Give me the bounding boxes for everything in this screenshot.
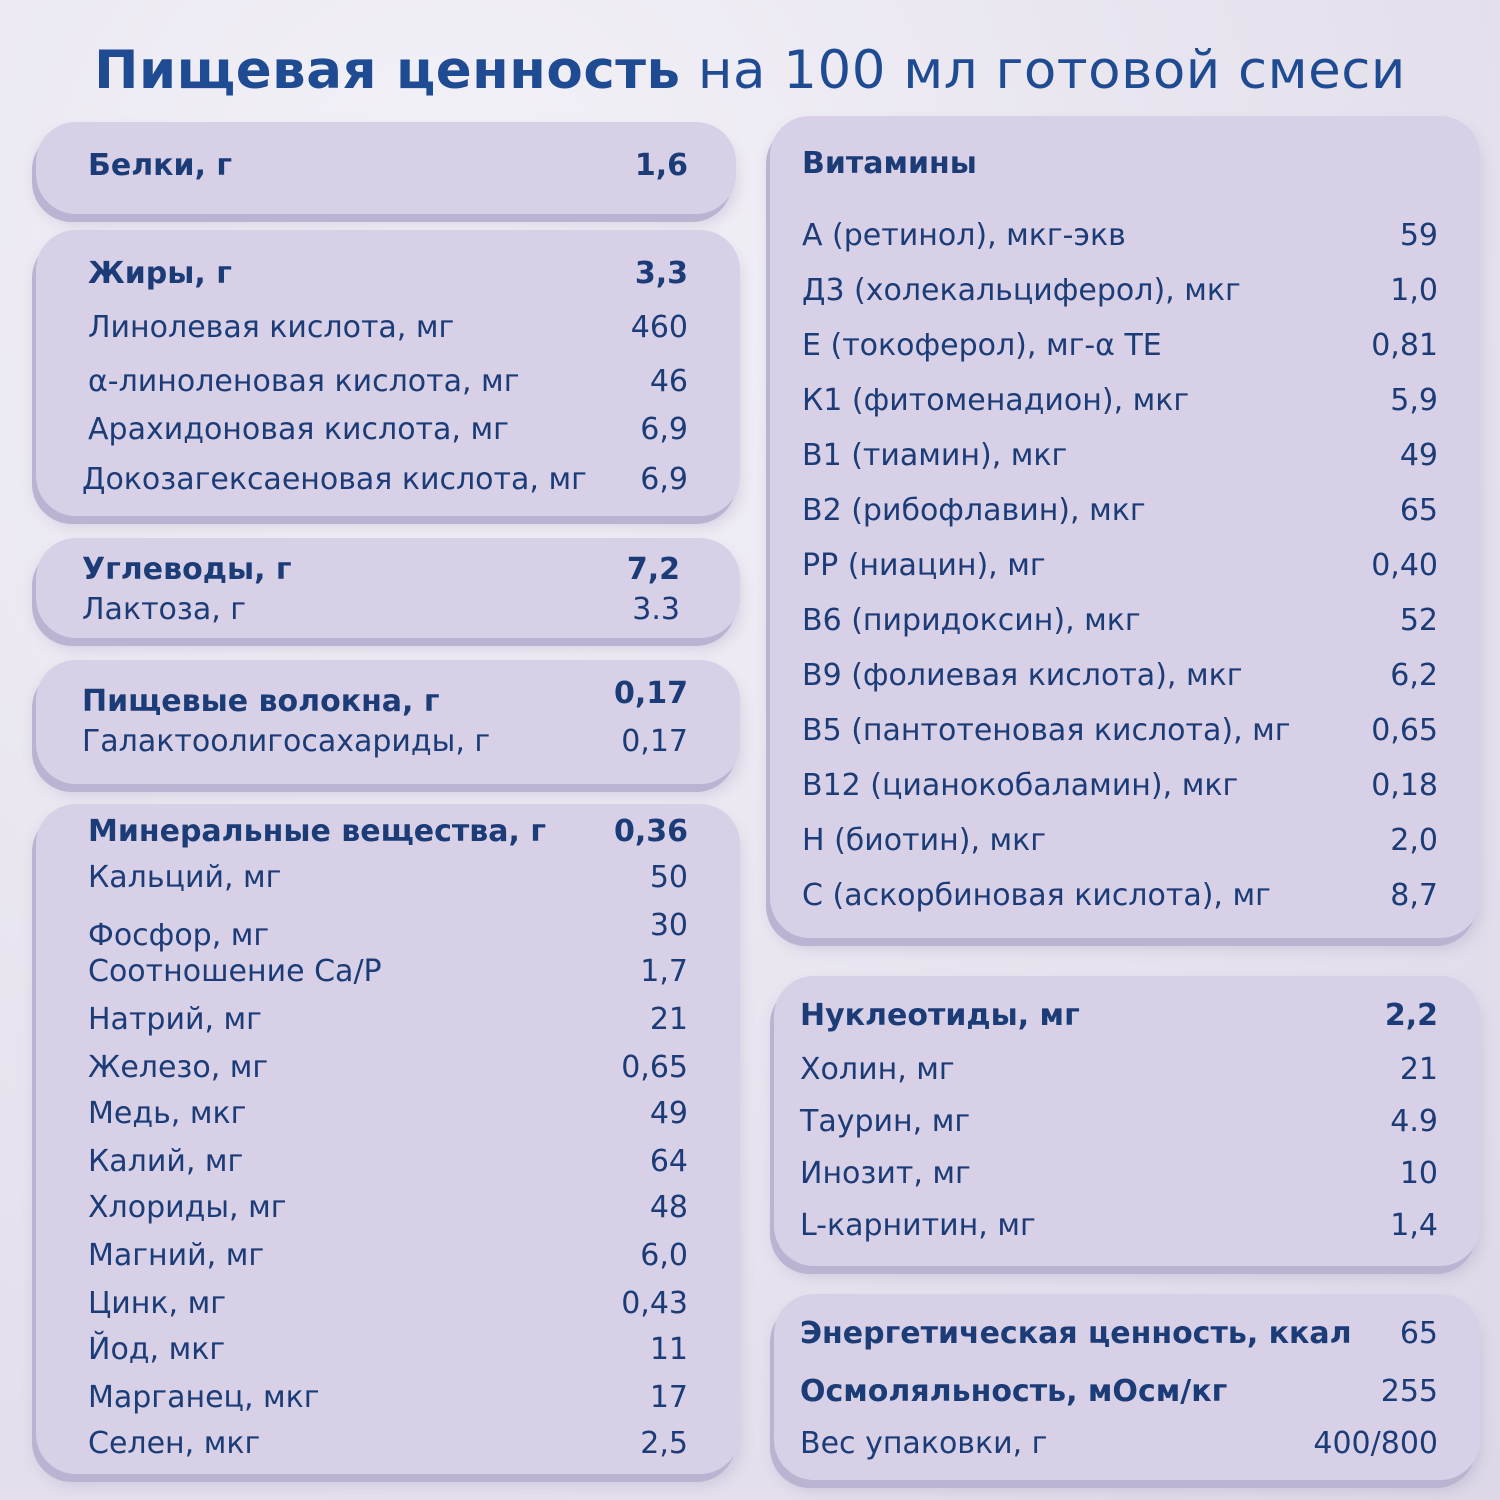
item-label: B9 (фолиевая кислота), мкг (802, 658, 1243, 693)
item-label: РР (ниацин), мг (802, 548, 1046, 583)
protein-label: Белки, г (88, 148, 233, 183)
item-value: 0,65 (1371, 713, 1438, 748)
item-value: 1,4 (1390, 1208, 1438, 1243)
fats-card (36, 230, 740, 516)
energy-card (774, 1294, 1480, 1480)
item-value: 0,43 (621, 1286, 688, 1321)
item-label: Железо, мг (88, 1050, 269, 1085)
carbs-card (36, 538, 740, 638)
item-label: Селен, мкг (88, 1426, 261, 1461)
item-label: Калий, мг (88, 1144, 244, 1179)
item-label: К1 (фитоменадион), мкг (802, 383, 1190, 418)
item-label: Кальций, мг (88, 860, 282, 895)
item-label: Энергетическая ценность, ккал (800, 1316, 1352, 1351)
nucleotides-card (774, 976, 1480, 1266)
item-label: С (аскорбиновая кислота), мг (802, 878, 1271, 913)
item-value: 49 (649, 1096, 688, 1131)
item-value: 2,5 (640, 1426, 688, 1461)
item-value: 460 (630, 310, 688, 345)
vitamins-header-label: Витамины (802, 146, 977, 181)
fiber-card (36, 660, 740, 784)
item-value: 6,0 (640, 1238, 688, 1273)
item-value: 255 (1380, 1374, 1438, 1409)
item-label: B1 (тиамин), мкг (802, 438, 1068, 473)
item-label: A (ретинол), мкг-экв (802, 218, 1126, 253)
item-label: Йод, мкг (88, 1332, 226, 1367)
item-value: 0,18 (1371, 768, 1438, 803)
item-value: 1,0 (1390, 273, 1438, 308)
item-label: B2 (рибофлавин), мкг (802, 493, 1146, 528)
item-label: B5 (пантотеновая кислота), мг (802, 713, 1291, 748)
item-label: Медь, мкг (88, 1096, 247, 1131)
title-rest: на 100 мл готовой смеси (680, 40, 1406, 101)
item-label: Инозит, мг (800, 1156, 971, 1191)
item-value: 48 (649, 1190, 688, 1225)
item-value: 8,7 (1390, 878, 1438, 913)
item-label: Осмоляльность, мОсм/кг (800, 1374, 1228, 1409)
item-label: Хлориды, мг (88, 1190, 287, 1225)
item-value: 10 (1399, 1156, 1438, 1191)
item-value: 0,81 (1371, 328, 1438, 363)
item-value: 64 (649, 1144, 688, 1179)
item-label: B6 (пиридоксин), мкг (802, 603, 1141, 638)
item-label: Таурин, мг (800, 1104, 971, 1139)
carbs-header-label: Углеводы, г (82, 552, 292, 587)
item-value: 6,9 (640, 462, 688, 497)
item-value: 3.3 (632, 592, 680, 627)
minerals-header-label: Минеральные вещества, г (88, 814, 547, 849)
item-label: Д3 (холекальциферол), мкг (802, 273, 1241, 308)
item-label: Цинк, мг (88, 1286, 226, 1321)
item-label: Е (токоферол), мг-α ТЕ (802, 328, 1162, 363)
page-title (0, 40, 1500, 101)
item-value: 2,0 (1390, 823, 1438, 858)
item-value: 0,65 (621, 1050, 688, 1085)
item-label: Холин, мг (800, 1052, 955, 1087)
item-label: Марганец, мкг (88, 1380, 320, 1415)
item-label: L-карнитин, мг (800, 1208, 1036, 1243)
item-label: Докозагексаеновая кислота, мг (82, 462, 587, 497)
item-value: 11 (649, 1332, 688, 1367)
carbs-header-value: 7,2 (626, 552, 680, 587)
item-value: 0,17 (621, 724, 688, 759)
item-value: 1,7 (640, 954, 688, 989)
minerals-header-value: 0,36 (613, 814, 688, 849)
item-label: B12 (цианокобаламин), мкг (802, 768, 1239, 803)
item-label: Магний, мг (88, 1238, 265, 1273)
item-label: Фосфор, мг (88, 918, 270, 953)
item-label: Галактоолигосахариды, г (82, 724, 491, 759)
protein-card (36, 122, 736, 214)
item-value: 59 (1399, 218, 1438, 253)
protein-value: 1,6 (634, 148, 688, 183)
item-label: Лактоза, г (82, 592, 247, 627)
item-value: 5,9 (1390, 383, 1438, 418)
vitamins-card (770, 116, 1480, 938)
fiber-header-value: 0,17 (613, 676, 688, 711)
item-value: 50 (649, 860, 688, 895)
item-label: α-линоленовая кислота, мг (88, 364, 520, 399)
nucleotides-header-value: 2,2 (1384, 998, 1438, 1033)
item-label: Соотношение Ca/P (88, 954, 382, 989)
item-label: Линолевая кислота, мг (88, 310, 455, 345)
title-bold: Пищевая ценность (94, 40, 681, 101)
item-value: 6,2 (1390, 658, 1438, 693)
item-value: 65 (1399, 493, 1438, 528)
fats-header-value: 3,3 (634, 256, 688, 291)
minerals-card (36, 804, 740, 1474)
item-label: Н (биотин), мкг (802, 823, 1047, 858)
nucleotides-header-label: Нуклеотиды, мг (800, 998, 1080, 1033)
item-value: 6,9 (640, 412, 688, 447)
item-label: Натрий, мг (88, 1002, 262, 1037)
item-value: 65 (1399, 1316, 1438, 1351)
item-label: Арахидоновая кислота, мг (88, 412, 509, 447)
item-label: Вес упаковки, г (800, 1426, 1048, 1461)
fats-header-label: Жиры, г (88, 256, 232, 291)
item-value: 400/800 (1313, 1426, 1438, 1461)
item-value: 46 (649, 364, 688, 399)
item-value: 0,40 (1371, 548, 1438, 583)
item-value: 30 (649, 908, 688, 943)
item-value: 21 (1399, 1052, 1438, 1087)
item-value: 17 (649, 1380, 688, 1415)
fiber-header-label: Пищевые волокна, г (82, 684, 440, 719)
item-value: 4.9 (1390, 1104, 1438, 1139)
item-value: 49 (1399, 438, 1438, 473)
item-value: 52 (1399, 603, 1438, 638)
item-value: 21 (649, 1002, 688, 1037)
